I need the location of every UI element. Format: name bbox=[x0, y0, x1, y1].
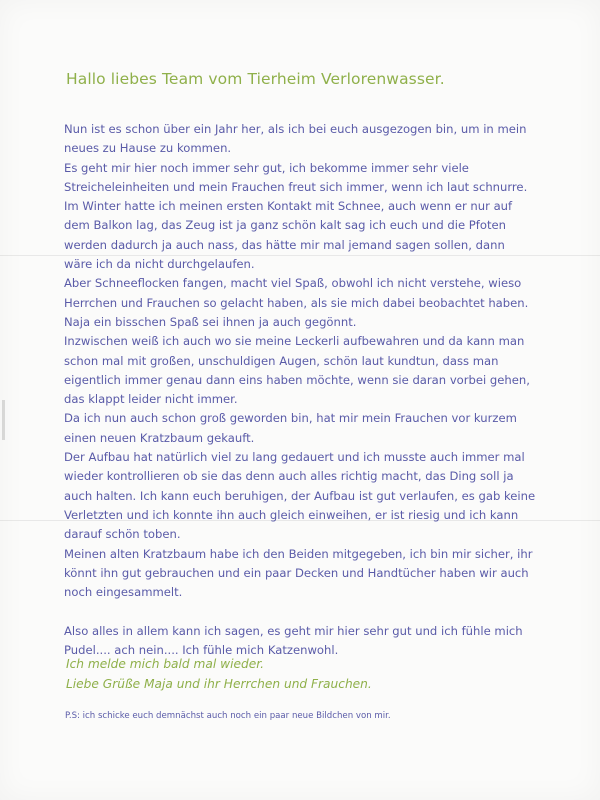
letter-body bbox=[64, 120, 539, 660]
letter-paragraph: Nun ist es schon über ein Jahr her, als ich bei euch ausgezogen bin, um in mein neues zu Hause zu kommen. bbox=[64, 122, 527, 156]
letter-paragraph: Aber Schneeflocken fangen, macht viel Spaß, obwohl ich nicht verstehe, wieso Herrchen und Frauchen so gelacht haben, als sie mich dabei beobachtet haben. Naja ein bisschen Spaß sei ihnen ja auch gegönnt. bbox=[64, 276, 529, 329]
paragraph-spacer bbox=[64, 602, 539, 621]
letter-paragraph: Der Aufbau hat natürlich viel zu lang gedauert und ich musste auch immer mal wieder kontrollieren ob sie das denn auch alles richtig macht, das Ding soll ja auch halten. Ich kann euch beruhigen, der Aufbau ist gut verlaufen, es gab keine Verletzten und ich konnte ihn auch gleich einweihen, er ist riesig und ich kann darauf schön toben. bbox=[64, 450, 536, 542]
closing-line: Ich melde mich bald mal wieder. bbox=[66, 657, 264, 671]
letter-paragraph: Inzwischen weiß ich auch wo sie meine Leckerli aufbewahren und da kann man schon mal mit großen, unschuldigen Augen, schön laut kundtun, dass man eigentlich immer genau dann eins haben möchte, wenn sie daran vorbei gehen, das klappt leider nicht immer. bbox=[64, 334, 530, 407]
letter-greeting: Hallo liebes Team vom Tierheim Verlorenwasser. bbox=[66, 70, 445, 88]
letter-paragraph: Meinen alten Kratzbaum habe ich den Beiden mitgegeben, ich bin mir sicher, ihr könnt ihn gut gebrauchen und ein paar Decken und Handtücher haben wir auch noch eingesammelt. bbox=[64, 546, 533, 600]
letter-closing bbox=[66, 654, 372, 694]
letter-paragraph: Es geht mir hier noch immer sehr gut, ich bekomme immer sehr viele Streicheleinheiten und mein Frauchen freut sich immer, wenn ich laut schnurre. bbox=[64, 160, 528, 194]
letter-paragraph: Da ich nun auch schon groß geworden bin, hat mir mein Frauchen vor kurzem einen neuen Kratzbaum gekauft. bbox=[64, 411, 517, 445]
letter-summary: Also alles in allem kann ich sagen, es geht mir hier sehr gut und ich fühle mich Pudel.... ach nein.... Ich fühle mich Katzenwohl. bbox=[64, 623, 523, 658]
letter-postscript: P.S: ich schicke euch demnächst auch noch ein paar neue Bildchen von mir. bbox=[65, 711, 391, 721]
scan-edge-mark bbox=[2, 400, 5, 440]
closing-signature: Liebe Grüße Maja und ihr Herrchen und Frauchen. bbox=[66, 677, 372, 691]
letter-paragraph: Im Winter hatte ich meinen ersten Kontakt mit Schnee, auch wenn er nur auf dem Balkon lag, das Zeug ist ja ganz schön kalt sag ich euch und die Pfoten werden dadurch ja auch nass, das hätte mir mal jemand sagen sollen, dann wäre ich da nicht durchgelaufen. bbox=[64, 199, 513, 272]
